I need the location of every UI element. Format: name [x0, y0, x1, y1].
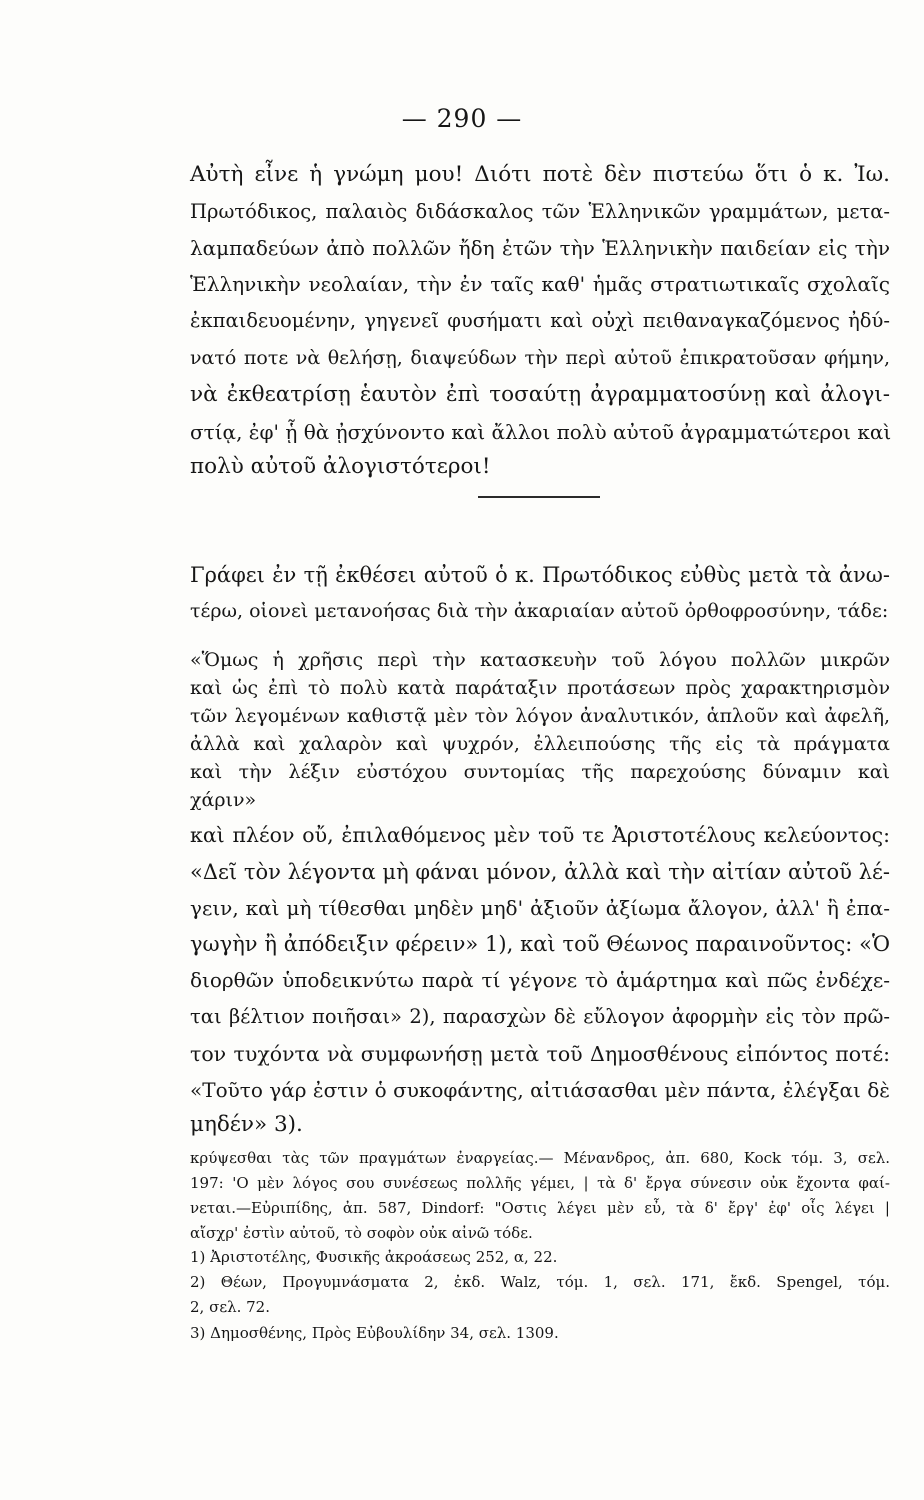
paragraph-line: τον τυχόντα νὰ συμφωνήσῃ μετὰ τοῦ Δημοσθένους εἰπόντος ποτέ: [190, 1042, 890, 1066]
quote-line: «Ὅμως ἡ χρῆσις περὶ τὴν κατασκευὴν τοῦ λόγου πολλῶν μικρῶν [190, 649, 890, 671]
quote-line: καὶ ὡς ἐπὶ τὸ πολὺ κατὰ παράταξιν προτάσεων πρὸς χαρακτηρισμὸν [190, 677, 890, 699]
paragraph-line: τέρω, οἱονεὶ μετανοήσας διὰ τὴν ἀκαριαίαν αὐτοῦ ὀρθοφροσύνην, τάδε: [190, 600, 889, 622]
paragraph-line: «Τοῦτο γάρ ἐστιν ὁ συκοφάντης, αἰτιάσασθαι μὲν πάντα, ἐλέγξαι δὲ [190, 1078, 890, 1102]
paragraph-line: νὰ ἐκθεατρίσῃ ἑαυτὸν ἐπὶ τοσαύτῃ ἀγραμματοσύνῃ καὶ ἀλογι- [190, 382, 890, 407]
paragraph-line: Ἑλληνικὴν νεολαίαν, τὴν ἐν ταῖς καθ' ἡμᾶς στρατιωτικαῖς σχολαῖς [190, 272, 890, 296]
paragraph-line: πολὺ αὐτοῦ ἀλογιστότεροι! [190, 454, 491, 479]
paragraph-line: ἐκπαιδευομένην, γηγενεῖ φυσήματι καὶ οὐχὶ πειθαναγκαζόμενος ἠδύ- [190, 309, 890, 332]
paragraph-line: στίᾳ, ἐφ' ᾗ θὰ ᾐσχύνοντο καὶ ἄλλοι πολὺ αὐτοῦ ἀγραμματώτεροι καὶ [190, 420, 892, 444]
paragraph-line: γωγὴν ἢ ἀπόδειξιν φέρειν» 1), καὶ τοῦ Θέωνος παραινοῦντος: «Ὁ [190, 932, 890, 956]
paragraph-line: νατό ποτε νὰ θελήσῃ, διαψεύδων τὴν περὶ αὐτοῦ ἐπικρατοῦσαν φήμην, [190, 347, 890, 369]
footnote-line: 1) Ἀριστοτέλης, Φυσικῆς ἀκροάσεως 252, α, 22. [190, 1248, 558, 1266]
paragraph-line: λαμπαδεύων ἀπὸ πολλῶν ἤδη ἐτῶν τὴν Ἑλληνικὴν παιδείαν εἰς τὴν [190, 236, 890, 260]
paragraph-line: διορθῶν ὑποδεικνύτω παρὰ τί γέγονε τὸ ἁμάρτημα καὶ πῶς ἐνδέχε- [190, 968, 890, 992]
quote-line: ἀλλὰ καὶ χαλαρὸν καὶ ψυχρόν, ἐλλειπούσης τῆς εἰς τὰ πράγματα [190, 733, 890, 755]
section-divider [478, 496, 600, 498]
footnote-line: νεται.—Εὐριπίδης, ἀπ. 587, Dindorf: "Οστις λέγει μὲν εὖ, τὰ δ' ἔργ' ἐφ' οἷς λέγει | [190, 1199, 890, 1217]
paragraph-line: Αὐτὴ εἶνε ἡ γνώμη μου! Διότι ποτὲ δὲν πιστεύω ὅτι ὁ κ. Ἰω. [190, 162, 890, 187]
quote-line: χάριν» [190, 789, 257, 811]
paragraph-line: καὶ πλέον οὔ, ἐπιλαθόμενος μὲν τοῦ τε Ἀριστοτέλους κελεύοντος: [190, 823, 890, 847]
footnote-line: 197: 'Ο μὲν λόγος σου συνέσεως πολλῆς γέμει, | τὰ δ' ἔργα σύνεσιν οὐκ ἔχοντα φαί- [190, 1174, 890, 1192]
footnote-line: 3) Δημοσθένης, Πρὸς Εὐβουλίδην 34, σελ. 1309. [190, 1324, 559, 1342]
quote-line: καὶ τὴν λέξιν εὐστόχου συντομίας τῆς παρεχούσης δύναμιν καὶ [190, 761, 890, 783]
paragraph-line: ται βέλτιον ποιῆσαι» 2), παρασχὼν δὲ εὔλογον ἀφορμὴν εἰς τὸν πρῶ- [190, 1005, 890, 1028]
footnote-line: κρύψεσθαι τὰς τῶν πραγμάτων ἐναργείας.— Μένανδρος, ἀπ. 680, Kock τόμ. 3, σελ. [190, 1149, 890, 1167]
paragraph-line: Γράφει ἐν τῇ ἐκθέσει αὐτοῦ ὁ κ. Πρωτόδικος εὐθὺς μετὰ τὰ ἀνω- [190, 563, 890, 587]
footnote-line: αἴσχρ' ἐστὶν αὐτοῦ, τὸ σοφὸν οὐκ αἰνῶ τόδε. [190, 1224, 533, 1242]
paragraph-line: Πρωτόδικος, παλαιὸς διδάσκαλος τῶν Ἑλληνικῶν γραμμάτων, μετα- [190, 200, 890, 223]
footnote-line: 2) Θέων, Προγυμνάσματα 2, ἐκδ. Walz, τόμ. 1, σελ. 171, ἔκδ. Spengel, τόμ. [190, 1273, 890, 1291]
paragraph-line: γειν, καὶ μὴ τίθεσθαι μηδὲν μηδ' ἀξιοῦν ἀξίωμα ἄλογον, ἀλλ' ἢ ἐπα- [190, 896, 890, 920]
paragraph-line: μηδέν» 3). [190, 1112, 303, 1137]
footnote-line: 2, σελ. 72. [190, 1298, 270, 1316]
quote-line: τῶν λεγομένων καθιστᾷ μὲν τὸν λόγον ἀναλυτικόν, ἁπλοῦν καὶ ἀφελῆ, [190, 705, 890, 727]
paragraph-line: «Δεῖ τὸν λέγοντα μὴ φάναι μόνον, ἀλλὰ καὶ τὴν αἰτίαν αὐτοῦ λέ- [190, 860, 890, 884]
page-number: — 290 — [401, 104, 523, 133]
